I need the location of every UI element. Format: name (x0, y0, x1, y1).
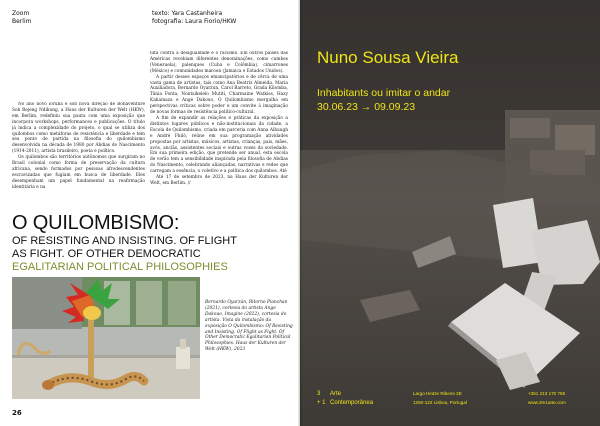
photo-caption: Bernardo Oyarzún, Ritorno Pianchan (2021), cortesia do artista Ange Dakouo, Imagine (2022), cortesia do artista. Vista da instalação da exposição O Quilombismo: Of Resisting and Insisting. Of Flight as Fight. Of Other Democratic Egalitarian Political Philosophies. Haus der Kulturen der Welt (HKW), 2023 (205, 300, 293, 353)
gutter-shadow (298, 0, 302, 426)
paragraph: No ano novo iorubá e sob nova direção de Bonaventure Soh Bejeng Ndikung, a Haus der Kulturen der Welt (HKW), em Berlim, redefiniu sua pauta com uma exposição que incorpora workshops, performances e publicações. O título já indica a complexidade do projeto, o qual se utiliza dos quilombos como metáforas de resistência e liberdade e tem seu ponto de partida na filosofia do quilombismo desenvolvida na década de 1980 por Abdias do Nascimento (1914-2011), artista brasileiro, poeta e político. (12, 102, 145, 155)
gallery-footer (300, 390, 600, 412)
paragraph: luta contra a desigualdade e o racismo. Em outros países das Américas recebiam diferentes denominações, como cumbes (Venezuela), palenques (Cuba e Colômbia), cimarrones (México) e comunidades maroon (Jamaica e Estados Unidos). (150, 51, 288, 74)
paragraph: Até 17 de setembro de 2023, na Haus der Kulturen der Welt, em Berlim. // (150, 175, 288, 186)
paragraph: A partir desses espaços emancipatórios e de cêrca de uma vasta gama de artistas, tais como Ana Beatriz Almeida, Maria Auxiliadora, Bernardo Oyarzun, Carol Barreto, Grada Kilomba, Tânia Fonta, Nontsikelelo Mutiti, Charmaine Watkiss, Hazy Kahamaza e Ange Dakouo, O Quilombismo mergulha em perspectivas críticas sobre poder e um convite à imaginação de novas formas de resistência político-cultural. (150, 74, 288, 116)
section-label (12, 10, 31, 26)
article-headline: O QUILOMBISMO: (12, 212, 180, 234)
gallery-logo-number: 3 (317, 391, 321, 397)
artist-name: Nuno Sousa Vieira (317, 48, 459, 67)
paragraph: Os quilombos são territórios autônomos que surgiram no Brasil colonial como forma de preservação da cultura africana, sendo formados por pessoas afrodescendentes escravizadas que fugiam em busca de liberdade. Eles desempenham um papel fundamental na reafirmação identitária e na (12, 155, 145, 190)
gallery-name-line-2: Contemporânea (330, 400, 374, 406)
gallery-address-line-2: 1250-122 Lisboa, Portugal (413, 400, 467, 405)
page-number: 26 (12, 409, 22, 417)
section-name: Zoom (12, 10, 30, 17)
gallery-phone: +351 213 170 765 (528, 391, 566, 396)
exhibition-dates: 30.06.23 → 09.09.23 (317, 101, 416, 113)
right-page-advertisement (300, 0, 600, 426)
section-city: Berlim (12, 18, 32, 25)
gallery-logo-plus: + 1 (317, 400, 326, 406)
exhibition-photo (12, 277, 200, 399)
gallery-address-line-1: Largo Hintze Ribeiro 2E (413, 391, 462, 396)
gallery-website-link[interactable]: www.3m1arte.com (528, 400, 566, 405)
body-column-2 (150, 51, 288, 206)
paragraph: A fim de expandir as relações e práticas da exposição a distintos lugares públicos e não-institucionais da cidade, a Escola de Quilombismo, criada em parceria com Anna Albaugh e André Fhiló, reúne em sua programação atividades propostas por artistas, músicos, artistas, crianças, pais, mães, avós, anciãs, assistentes sociais e outras vozes da sociedade. Em sua primeira edição, que pretende ser anual, esta escola de verão tem a sensibilidade inspirada pela filosofia de Abdias do Nascimento, celebrando aliançadas, narrativas e redes que carregam a essência, o coletivo e a política dos quilombos. Até (150, 115, 288, 175)
photo-credit: fotografia: Laura Fiorio/HKW (152, 18, 237, 25)
body-column-1 (12, 102, 145, 202)
subtitle-line-2: AS FIGHT. OF OTHER DEMOCRATIC (12, 248, 201, 260)
exhibition-title: Inhabitants ou imitar o andar (317, 87, 451, 99)
subtitle-line-1: OF RESISTING AND INSISTING. OF FLIGHT (12, 235, 237, 247)
subtitle-line-3: EGALITARIAN POLITICAL PHILOSOPHIES (12, 261, 228, 273)
installation-illustration (12, 277, 200, 399)
credits (152, 10, 236, 26)
gallery-name-line-1: Arte (330, 391, 342, 397)
text-credit: texto: Yara Castanheira (152, 10, 223, 17)
